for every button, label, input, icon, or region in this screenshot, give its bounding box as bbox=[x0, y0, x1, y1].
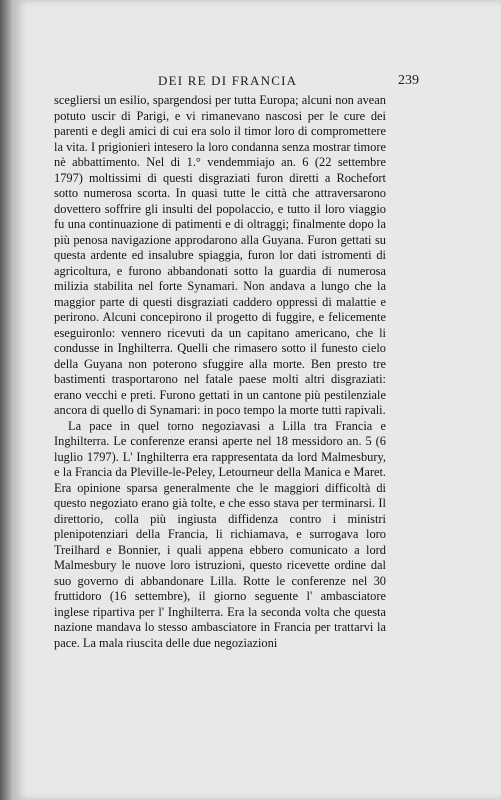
page-number: 239 bbox=[398, 73, 419, 88]
book-page bbox=[14, 0, 501, 800]
page-header bbox=[100, 73, 419, 93]
body-text bbox=[54, 93, 386, 651]
paragraph-2: La pace in quel torno negoziavasi a Lilla tra Francia e Inghilterra. Le conferenze eransi aperte nel 18 messidoro an. 5 (6 luglio 1797). L' Inghilterra era rappresentata da lord Malmesbury, e la Francia da Pleville-le-Peley, Letourneur della Manica e Maret. Era opinione sparsa generalmente che le maggiori difficoltà di questo negoziato erano già tolte, e che esso stava per terminarsi. Il direttorio, colla più ingiusta diffidenza contro i ministri plenipotenziari della Francia, li richiamava, e surrogava loro Treilhard e Bonnier, i quali appena ebbero comunicato a lord Malmesbury le nuove loro istruzioni, questo ricevette ordine dal suo governo di abbandonare Lilla. Rotte le conferenze nel 30 fruttidoro (16 settembre), il giorno seguente l' ambasciatore inglese ripartiva per l' Inghilterra. Era la seconda volta che questa nazione mandava lo stesso ambasciatore in Francia per trattarvi la pace. La mala riuscita delle due negoziazioni bbox=[54, 418, 386, 650]
running-title: DEI RE DI FRANCIA bbox=[158, 73, 298, 88]
paragraph-1: scegliersi un esilio, spargendosi per tutta Europa; alcuni non avean potuto uscir di Parigi, e vi rimanevano nascosi per le cure dei parenti e degli amici di cui era solo il timor loro di compromettere la vita. I prigionieri intesero la loro condanna senza mostrar timore nè abbattimento. Nel di 1.° vendemmiajo an. 6 (22 settembre 1797) moltissimi di questi disgraziati furon diretti a Rochefort sotto numerosa scorta. In quasi tutte le città che attraversarono dovettero soffrire gli insulti del popolaccio, e tutto il loro viaggio fu una continuazione di patimenti e di oltraggi; finalmente dopo la più penosa navigazione approdarono alla Guyana. Furon gettati su questa ardente ed insalubre spiaggia, furon lor dati istromenti di agricoltura, e furono abbandonati sotto la guardia di numerosa milizia stabilita nel forte Synamari. Non andava a lungo che la maggior parte di questi disgraziati caddero oppressi di malattie e perirono. Alcuni concepirono il progetto di fuggire, e felicemente eseguironlo: vennero ricevuti da un capitano americano, che li condusse in Inghilterra. Quelli che rimasero sotto il funesto cielo della Guyana non poterono sfuggire alla morte. Ben presto tre bastimenti trasportarono nel fatale paese molti altri disgraziati: erano vecchi e preti. Furono gettati in un cantone più pestilenziale ancora di quello di Synamari: in poco tempo la morte tutti rapivali. bbox=[54, 93, 386, 417]
book-gutter-shadow bbox=[0, 0, 14, 800]
